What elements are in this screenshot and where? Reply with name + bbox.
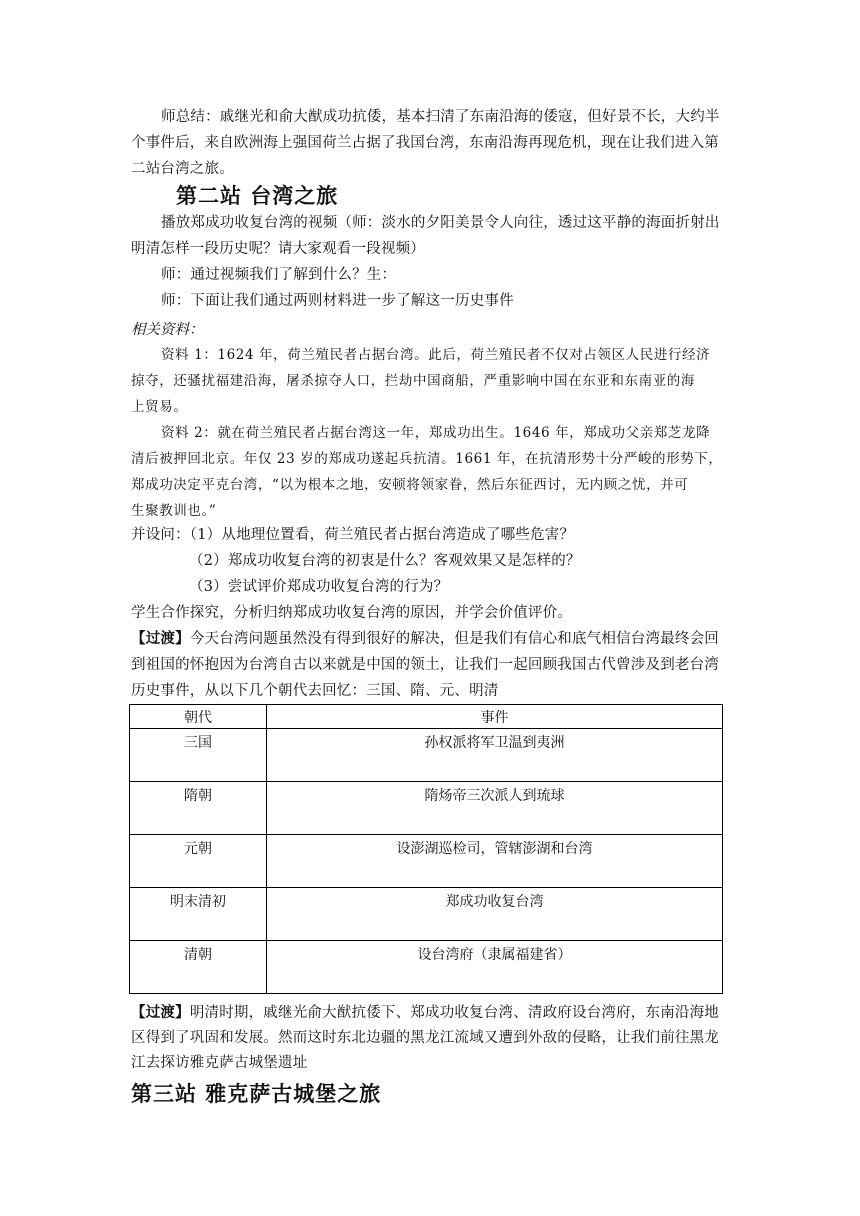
video-line-1: 播放郑成功收复台湾的视频（师：淡水的夕阳美景令人向往，透过这平静的海面折射出 [161, 215, 720, 231]
transition1-line-3: 历史事件，从以下几个朝代去回忆：三国、隋、元、明清 [131, 683, 499, 699]
dynasty-cell: 三国 [130, 729, 267, 782]
table-header-row [130, 705, 723, 729]
video-line-2: 明清怎样一段历史呢？请大家观看一段视频） [131, 241, 425, 257]
transition1-text-1: 今天台湾问题虽然没有得到很好的解决，但是我们有信心和底气相信台湾最终会回 [189, 631, 720, 647]
summary-line-3: 二站台湾之旅。 [131, 161, 234, 177]
dialog-line-2: 师：下面让我们通过两则材料进一步了解这一历史事件 [161, 293, 514, 309]
header-event: 事件 [267, 705, 723, 729]
dynasty-cell: 清朝 [130, 941, 267, 994]
transition2-line-2: 区得到了巩固和发展。然而这时东北边疆的黑龙江流域又遭到外敌的侵略，让我们前往黑龙 [131, 1030, 719, 1046]
event-cell: 设台湾府（隶属福建省） [267, 941, 723, 994]
summary-line-2: 个事件后，来自欧洲海上强国荷兰占据了我国台湾，东南沿海再现危机，现在让我们进入第 [131, 135, 719, 151]
transition2-text-1: 明清时期，戚继光俞大猷抗倭下、郑成功收复台湾、清政府设台湾府，东南沿海地 [189, 1005, 720, 1021]
header-dynasty: 朝代 [130, 705, 267, 729]
station2-heading: 第二站 台湾之旅 [176, 183, 339, 208]
material1-line-2: 掠夺，还骚扰福建沿海，屠杀掠夺人口，拦劫中国商船，严重影响中国在东亚和东南亚的海 [131, 373, 695, 389]
event-cell: 隋炀帝三次派人到琉球 [267, 782, 723, 835]
dynasty-cell: 明末清初 [130, 888, 267, 941]
event-cell: 设澎湖巡检司，管辖澎湖和台湾 [267, 835, 723, 888]
dynasty-cell: 隋朝 [130, 782, 267, 835]
question-2: （2）郑成功收复台湾的初衷是什么？客观效果又是怎样的？ [189, 553, 581, 569]
event-cell: 孙权派将军卫温到夷洲 [267, 729, 723, 782]
material1-line-1: 资料 1：1624 年，荷兰殖民者占据台湾。此后，荷兰殖民者不仅对占领区人民进行经济 [161, 347, 711, 363]
transition1-line-1 [131, 626, 733, 653]
material2-line-1: 资料 2：就在荷兰殖民者占据台湾这一年，郑成功出生。1646 年，郑成功父亲郑芝龙降 [161, 425, 711, 441]
material2-line-2: 清后被押回北京。年仅 23 岁的郑成功遂起兵抗清。1661 年，在抗清形势十分严峻的形势下， [131, 451, 723, 467]
table-row [130, 729, 723, 782]
dialog-line-1: 师：通过视频我们了解到什么？生： [161, 267, 397, 283]
dynasty-cell: 元朝 [130, 835, 267, 888]
transition2-line-1 [131, 1000, 733, 1027]
transition2-tag: 【过渡】 [131, 1004, 190, 1021]
event-cell: 郑成功收复台湾 [267, 888, 723, 941]
material2-line-4: 生聚教训也。” [131, 503, 217, 519]
summary-line-1: 师总结：戚继光和俞大猷成功抗倭，基本扫清了东南沿海的倭寇，但好景不长，大约半 [161, 109, 720, 125]
transition2-line-3: 江去探访雅克萨古城堡遗址 [131, 1055, 308, 1071]
transition1-tag: 【过渡】 [131, 630, 190, 647]
dynasty-events-table [129, 704, 723, 994]
table-row [130, 888, 723, 941]
table-row [130, 835, 723, 888]
materials-label: 相关资料： [131, 322, 204, 338]
material1-line-3: 上贸易。 [131, 399, 188, 415]
material2-line-3: 郑成功决定平克台湾，“以为根本之地，安顿将领家眷，然后东征西讨，无内顾之忧，并可 [131, 477, 689, 493]
table-row [130, 941, 723, 994]
question-3: （3）尝试评价郑成功收复台湾的行为？ [189, 579, 449, 595]
station3-heading: 第三站 雅克萨古城堡之旅 [131, 1081, 382, 1106]
coop-line: 学生合作探究，分析归纳郑成功收复台湾的原因，并学会价值评价。 [131, 605, 572, 621]
table-row [130, 782, 723, 835]
transition1-line-2: 到祖国的怀抱因为台湾自古以来就是中国的领土，让我们一起回顾我国古代曾涉及到老台湾 [131, 657, 719, 673]
question-intro: 并设问：（1）从地理位置看，荷兰殖民者占据台湾造成了哪些危害？ [131, 527, 575, 543]
